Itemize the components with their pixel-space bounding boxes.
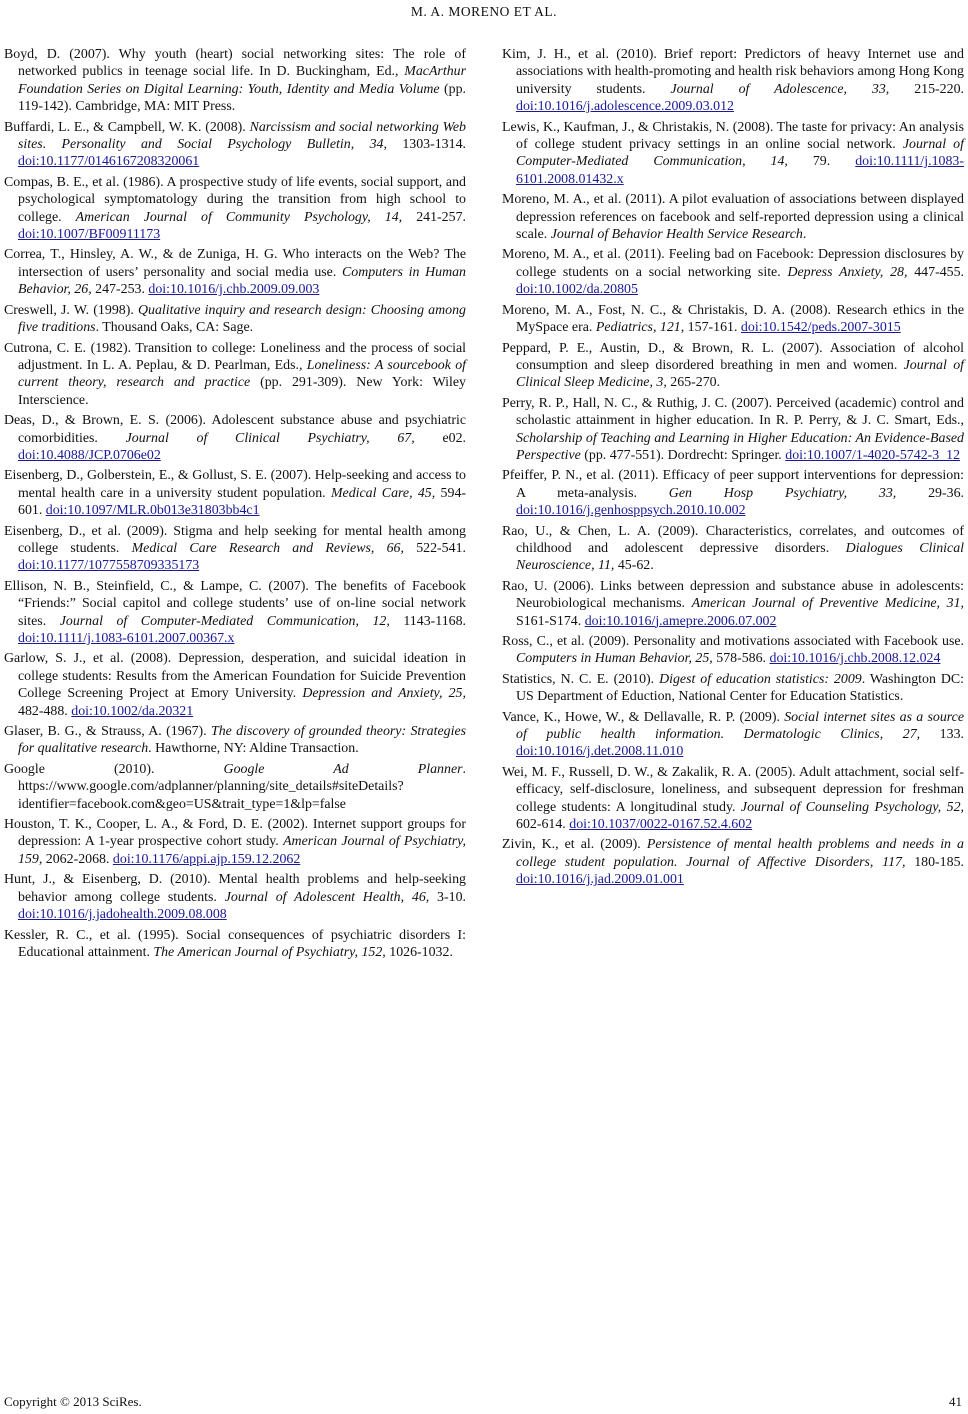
- reference-entry: [502, 633, 964, 668]
- reference-text: Ross, C., et al. (2009). Personality and motivations associated with Facebook use.: [502, 634, 964, 649]
- reference-text: 594-601.: [18, 485, 467, 519]
- doi-link[interactable]: doi:10.1016/j.jad.2009.01.001: [516, 872, 684, 888]
- reference-text: Cutrona, C. E. (1982). Transition to college: Loneliness and the process of social adjustment. In L. A. Peplau, & D. Pearlman, Eds.,: [4, 340, 466, 373]
- reference-text: Correa, T., Hinsley, A. W., & de Zuniga, H. G. Who interacts on the Web? The intersection of users’ personality and social media use.: [4, 247, 466, 280]
- doi-link[interactable]: doi:10.1176/appi.ajp.159.12.2062: [112, 851, 301, 867]
- reference-entry: [4, 46, 466, 116]
- reference-entry: [4, 467, 466, 519]
- reference-text: 578-586.: [712, 651, 770, 667]
- reference-source-italic: Journal of Behavior Health Service Research: [550, 227, 803, 243]
- doi-link[interactable]: doi:10.4088/JCP.0706e02: [18, 447, 161, 463]
- doi-link[interactable]: doi:10.1016/j.det.2008.11.010: [516, 744, 684, 760]
- reference-text: Zivin, K., et al. (2009).: [502, 837, 647, 853]
- reference-entry: [502, 523, 964, 575]
- reference-source-italic: Pediatrics, 121,: [595, 320, 685, 336]
- doi-link[interactable]: doi:10.1097/MLR.0b013e31803bb4c1: [45, 503, 260, 519]
- doi-link[interactable]: doi:10.1007/BF00911173: [18, 227, 161, 243]
- doi-link[interactable]: doi:10.1016/j.chb.2008.12.024: [769, 651, 941, 667]
- reference-text: 3-10.: [429, 889, 466, 905]
- reference-source-italic: American Journal of Psychiatry, 159,: [18, 834, 467, 867]
- reference-source-italic: Google Ad Planner: [223, 761, 463, 777]
- reference-text: Google (2010).: [4, 761, 224, 777]
- reference-source-italic: Social internet sites as a source of public health information. Dermatologic Clinics, 27,: [516, 709, 964, 743]
- reference-text: Eisenberg, D., Golberstein, E., & Gollust, S. E. (2007). Help-seeking and access to mental health care in a university student population.: [4, 468, 466, 501]
- reference-text: 1303-1314.: [386, 137, 466, 153]
- reference-source-italic: Dialogues Clinical Neuroscience, 11,: [516, 540, 964, 574]
- reference-entry: [4, 246, 466, 298]
- reference-text: 247-253.: [91, 282, 149, 298]
- reference-text: S161-S174.: [516, 613, 585, 629]
- running-head: M. A. MORENO ET AL.: [410, 4, 558, 19]
- reference-text: (pp. 119-142). Cambridge, MA: MIT Press.: [18, 81, 466, 115]
- reference-text: Ellison, N. B., Steinfield, C., & Lampe, C. (2007). The benefits of Facebook “Friends:” Social capitol and college students’ use of on-line social network sites.: [4, 578, 466, 629]
- reference-text: 1143-1168.: [389, 613, 467, 629]
- reference-entry: [4, 761, 466, 813]
- reference-text: Wei, M. F., Russell, D. W., & Zakalik, R. A. (2005). Adult attachment, social self-efficacy, self-disclosure, loneliness, and subsequent depression for freshman college students: A longitudinal study.: [502, 764, 964, 815]
- references-right-column: [502, 46, 964, 892]
- reference-text: Garlow, S. J., et al. (2008). Depression, desperation, and suicidal ideation in college students: Results from the American Foundation for Suicide Prevention College Screening Project at Emory University.: [4, 651, 466, 702]
- reference-text: 215-220.: [889, 81, 964, 97]
- reference-text: Eisenberg, D., et al. (2009). Stigma and help seeking for mental health among college students.: [4, 523, 466, 556]
- reference-text: 265-270.: [666, 375, 721, 391]
- reference-text: Kim, J. H., et al. (2010). Brief report: Predictors of heavy Internet use and associations with health-promoting and health risk behaviors among Hong Kong university students.: [502, 47, 964, 97]
- doi-link[interactable]: doi:10.1016/j.amepre.2006.07.002: [584, 613, 777, 629]
- reference-text: Creswell, J. W. (1998).: [4, 302, 138, 318]
- reference-entry: [4, 650, 466, 720]
- reference-entry: [4, 578, 466, 648]
- reference-text: Boyd, D. (2007). Why youth (heart) social networking sites: The role of networked publics in teenage social life. In D. Buckingham, Ed.,: [4, 47, 466, 80]
- reference-entry: [4, 723, 466, 758]
- reference-text: Glaser, B. G., & Strauss, A. (1967).: [4, 724, 211, 740]
- reference-entry: [4, 927, 466, 962]
- reference-text: 180-185.: [905, 854, 964, 870]
- reference-entry: [502, 671, 964, 706]
- reference-source-italic: Journal of Adolescence, 33,: [670, 81, 890, 97]
- reference-source-italic: Journal of Counseling Psychology, 52,: [740, 799, 964, 815]
- reference-text: 133.: [920, 727, 964, 743]
- reference-text: 157-161.: [684, 320, 741, 336]
- reference-entry: [502, 836, 964, 888]
- reference-entry: [502, 764, 964, 834]
- reference-text: Perry, R. P., Hall, N. C., & Ruthig, J. C. (2007). Perceived (academic) control and scholastic attainment in higher education. In R. P. Perry, & J. C. Smart, Eds.,: [502, 395, 964, 429]
- reference-text: (pp. 291-309). New York: Wiley Interscience.: [18, 375, 466, 408]
- reference-source-italic: American Journal of Preventive Medicine, 31,: [691, 596, 964, 612]
- reference-entry: [502, 395, 964, 465]
- reference-source-italic: Narcissism and social networking Web sites. Personality and Social Psychology Bulletin, 34,: [18, 119, 466, 153]
- reference-source-italic: Journal of Clinical Psychiatry, 67,: [125, 430, 415, 446]
- reference-source-italic: American Journal of Community Psychology, 14,: [75, 209, 403, 225]
- reference-text: 482-488.: [18, 703, 72, 719]
- reference-source-italic: Loneliness: A sourcebook of current theory, research and practice: [18, 357, 466, 391]
- reference-text: 522-541.: [403, 540, 466, 556]
- reference-source-italic: Qualitative inquiry and research design: Choosing among five traditions: [18, 302, 466, 336]
- reference-text: Rao, U., & Chen, L. A. (2009). Characteristics, correlates, and outcomes of childhood and adolescent depressive disorders.: [502, 523, 964, 556]
- reference-entry: [502, 119, 964, 189]
- reference-text: . Thousand Oaks, CA: Sage.: [95, 320, 254, 336]
- reference-text: (pp. 477-551). Dordrecht: Springer.: [580, 447, 786, 463]
- reference-text: 29-36.: [896, 485, 964, 501]
- reference-text: . Washington DC: US Department of Eduction, National Center for Education Statistics.: [516, 671, 964, 705]
- reference-text: 79.: [787, 154, 856, 170]
- reference-entry: [4, 871, 466, 923]
- reference-text: Vance, K., Howe, W., & Dellavalle, R. P. (2009).: [502, 709, 785, 725]
- doi-link[interactable]: doi:10.1016/j.genhosppsych.2010.10.002: [516, 503, 746, 519]
- reference-entry: [4, 302, 466, 337]
- reference-text: Kessler, R. C., et al. (1995). Social consequences of psychiatric disorders I: Educational attainment.: [4, 927, 466, 960]
- reference-entry: [502, 246, 964, 298]
- reference-entry: [502, 578, 964, 630]
- reference-text: 447-455.: [907, 264, 965, 280]
- reference-entry: [4, 174, 466, 244]
- reference-source-italic: The American Journal of Psychiatry, 152,: [153, 944, 386, 960]
- reference-text: Moreno, M. A., et al. (2011). A pilot evaluation of associations between displayed depression references on facebook and self-reported depression using a clinical scale.: [502, 192, 964, 243]
- reference-text: Deas, D., & Brown, E. S. (2006). Adolescent substance abuse and psychiatric comorbidities.: [4, 413, 466, 446]
- reference-entry: [4, 816, 466, 868]
- reference-source-italic: Scholarship of Teaching and Learning in Higher Education: An Evidence-Based Perspective: [516, 430, 964, 463]
- reference-source-italic: Medical Care Research and Reviews, 66,: [131, 540, 404, 556]
- reference-source-italic: Journal of Computer-Mediated Communication, 12,: [59, 613, 390, 629]
- reference-entry: [502, 191, 964, 243]
- reference-source-italic: MacArthur Foundation Series on Digital Learning: Youth, Identity and Media Volume: [18, 64, 466, 97]
- doi-link[interactable]: doi:10.1037/0022-0167.52.4.602: [569, 817, 753, 833]
- doi-link[interactable]: doi:10.1177/0146167208320061: [18, 154, 200, 170]
- reference-text: Peppard, P. E., Austin, D., & Brown, R. L. (2007). Association of alcohol consumption and sleep disordered breathing in men and women.: [502, 340, 964, 373]
- reference-text: Buffardi, L. E., & Campbell, W. K. (2008).: [4, 119, 250, 135]
- reference-entry: [4, 412, 466, 464]
- reference-text: Compas, B. E., et al. (1986). A prospective study of life events, social support, and psychological symptomatology during the transition from high school to college.: [4, 174, 466, 225]
- reference-text: Lewis, K., Kaufman, J., & Christakis, N. (2008). The taste for privacy: An analysis of college student privacy settings in an online social network.: [502, 119, 964, 153]
- doi-link[interactable]: doi:10.1111/j.1083-6101.2007.00367.x: [18, 631, 235, 646]
- reference-text: Houston, T. K., Cooper, L. A., & Ford, D. E. (2002). Internet support groups for depression: A 1-year prospective cohort study.: [4, 817, 466, 850]
- reference-text: Moreno, M. A., Fost, N. C., & Christakis, D. A. (2008). Research ethics in the MySpace era.: [502, 302, 964, 336]
- reference-source-italic: Journal of Clinical Sleep Medicine, 3,: [516, 357, 964, 391]
- doi-link[interactable]: doi:10.1016/j.jadohealth.2009.08.008: [18, 907, 227, 923]
- reference-text: 241-257.: [402, 209, 466, 225]
- doi-link[interactable]: doi:10.1002/da.20321: [71, 703, 194, 719]
- reference-text: 45-62.: [614, 558, 654, 574]
- reference-entry: [4, 523, 466, 575]
- reference-entry: [4, 119, 466, 171]
- reference-text: Rao, U. (2006). Links between depression and substance abuse in adolescents: Neurobiological mechanisms.: [502, 578, 964, 612]
- reference-source-italic: Digest of education statistics: 2009: [659, 671, 862, 687]
- reference-text: 2062-2068.: [42, 851, 113, 867]
- reference-source-italic: Depression and Anxiety, 25,: [302, 686, 466, 702]
- reference-text: Statistics, N. C. E. (2010).: [502, 671, 660, 687]
- reference-source-italic: Journal of Computer-Mediated Communication, 14,: [516, 137, 964, 170]
- reference-source-italic: Depress Anxiety, 28,: [787, 264, 908, 280]
- reference-text: 1026-1032.: [385, 944, 453, 960]
- doi-link[interactable]: doi:10.1002/da.20805: [516, 282, 638, 298]
- references-left-column: [4, 46, 466, 964]
- reference-entry: [502, 467, 964, 519]
- reference-text: Moreno, M. A., et al. (2011). Feeling bad on Facebook: Depression disclosures by college students on a social networking site.: [502, 247, 964, 280]
- reference-source-italic: Medical Care, 45,: [330, 485, 436, 501]
- reference-entry: [502, 709, 964, 761]
- reference-source-italic: Journal of Adolescent Health, 46,: [224, 889, 430, 905]
- reference-text: 602-614.: [516, 817, 570, 833]
- reference-text: Hunt, J., & Eisenberg, D. (2010). Mental health problems and help-seeking behavior among college students.: [4, 872, 466, 905]
- doi-link[interactable]: doi:10.1542/peds.2007-3015: [740, 320, 901, 336]
- reference-text: .: [802, 227, 807, 243]
- reference-entry: [502, 302, 964, 337]
- reference-source-italic: The discovery of grounded theory: Strategies for qualitative research: [18, 724, 467, 757]
- reference-text: Pfeiffer, P. N., et al. (2011). Efficacy of peer support interventions for depression: A meta-analysis.: [502, 468, 964, 501]
- page-number: 41: [949, 1394, 962, 1409]
- reference-entry: [4, 340, 466, 410]
- doi-link[interactable]: doi:10.1111/j.1083-6101.2008.01432.x: [516, 154, 965, 187]
- reference-entry: [502, 340, 964, 392]
- reference-source-italic: Persistence of mental health problems and needs in a college student population. Journal of Affective Disorders, 117,: [516, 837, 964, 870]
- doi-link[interactable]: doi:10.1177/1077558709335173: [18, 558, 200, 574]
- copyright-notice: Copyright © 2013 SciRes.: [4, 1394, 142, 1409]
- reference-text: . https://www.google.com/adplanner/planning/site_details#siteDetails?identifier=facebook.com&geo=US&trait_type=1&lp=false: [18, 761, 466, 812]
- reference-text: . Hawthorne, NY: Aldine Transaction.: [148, 741, 359, 757]
- reference-entry: [502, 46, 964, 116]
- reference-text: e02.: [414, 430, 466, 446]
- doi-link[interactable]: doi:10.1016/j.chb.2009.09.003: [148, 282, 320, 298]
- doi-link[interactable]: doi:10.1007/1-4020-5742-3_12: [785, 447, 961, 463]
- doi-link[interactable]: doi:10.1016/j.adolescence.2009.03.012: [516, 99, 734, 115]
- reference-source-italic: Computers in Human Behavior, 25,: [516, 651, 713, 667]
- reference-source-italic: Computers in Human Behavior, 26,: [18, 264, 466, 298]
- reference-source-italic: Gen Hosp Psychiatry, 33,: [668, 485, 897, 501]
